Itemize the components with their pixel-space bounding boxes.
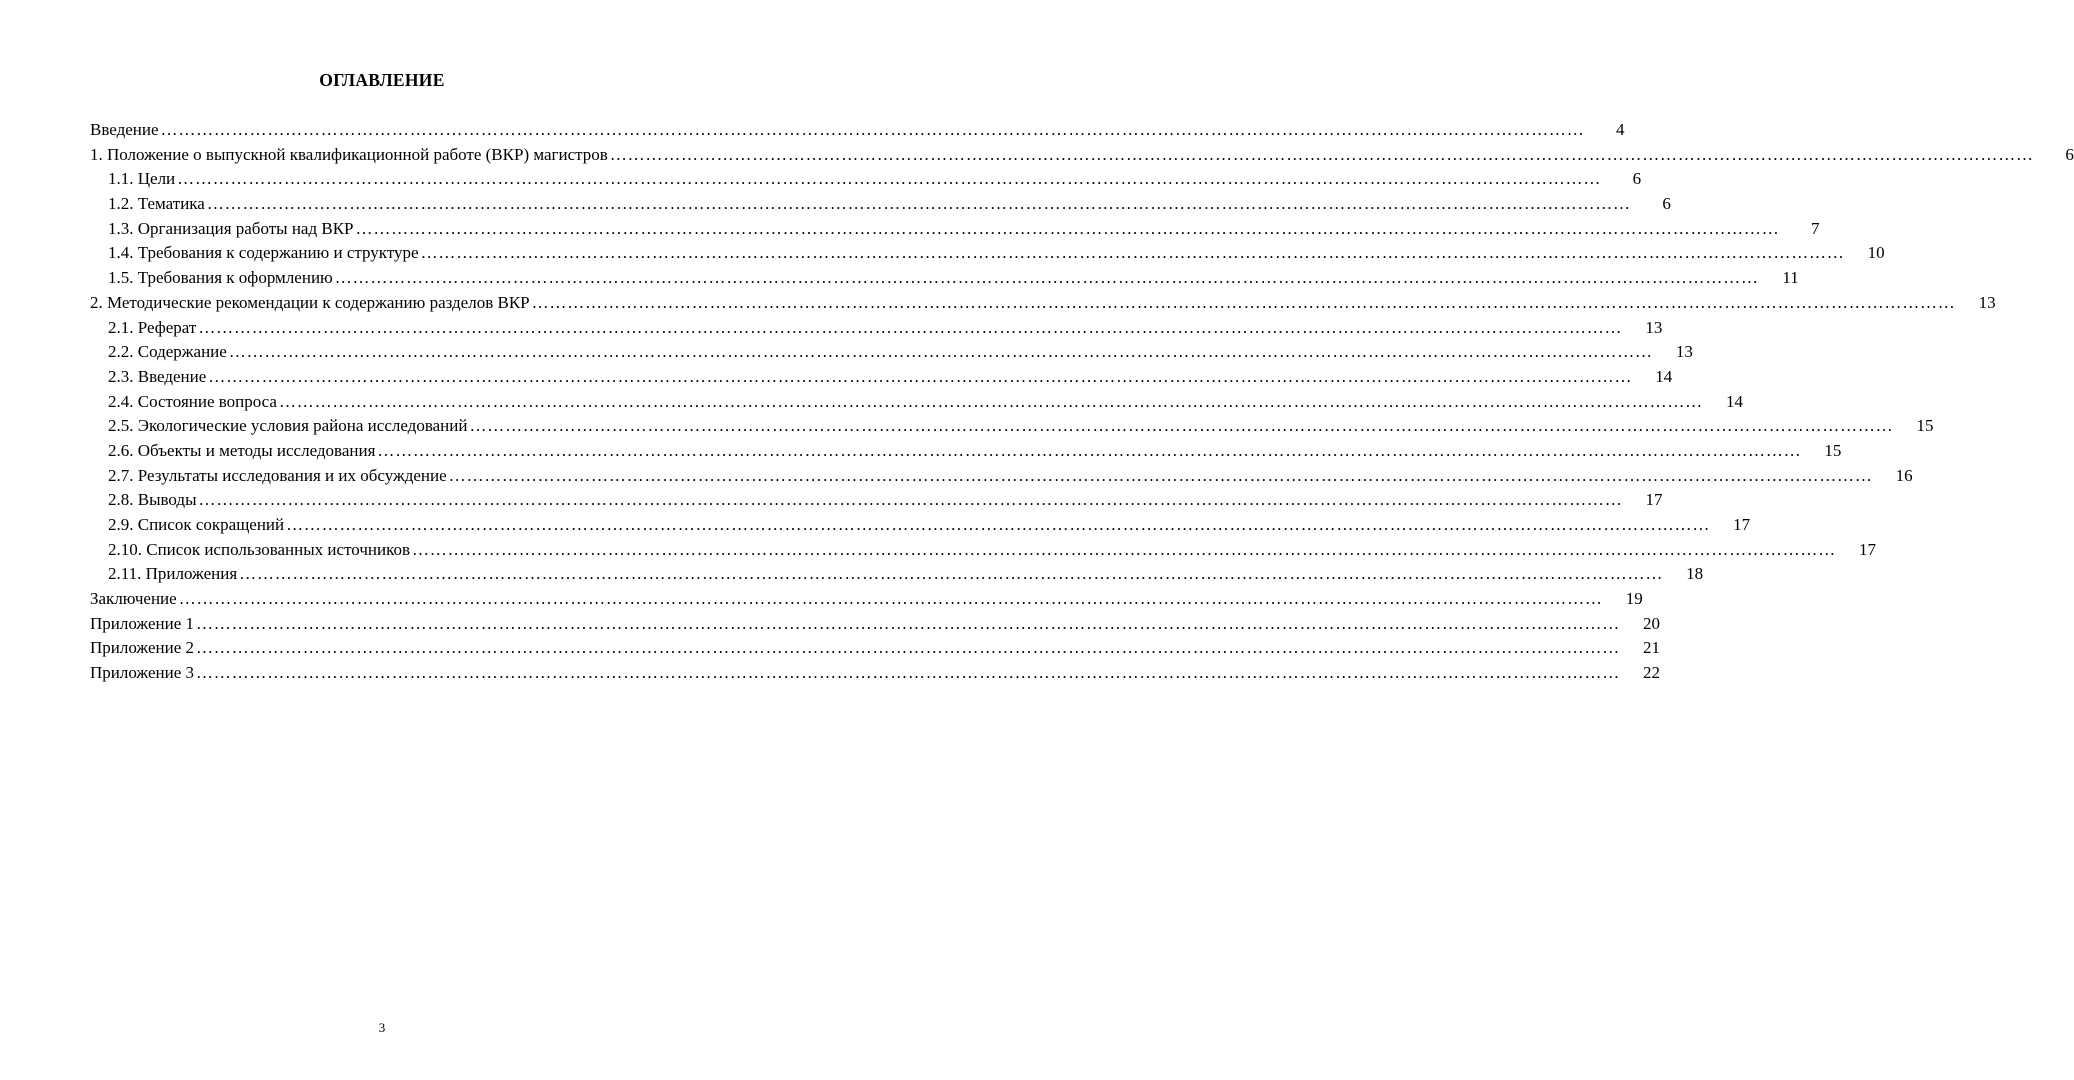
toc-entry-page: 7 [1811,218,1820,238]
toc-entry-label: 1.5. Требования к оформлению [108,268,333,288]
toc-entry-label: 1.3. Организация работы над ВКР [108,218,354,238]
toc-entry-page: 21 [1643,638,1660,658]
toc-entry-label: 2.6. Объекты и методы исследования [108,440,376,460]
toc-dot-leader: …………………………………………………………………………………………………………………………………………………………………………………………………………………… [196,638,1620,658]
toc-entry-label: 2.9. Список сокращений [108,515,285,534]
page-number: 3 [378,1020,386,1035]
toc-entry-intro [90,120,1625,145]
toc-entry-page: 14 [1655,366,1673,386]
toc-entry-page: 4 [1616,120,1625,139]
toc-entry-label: 1.1. Цели [108,169,176,189]
toc-entry-2-4 [90,391,1743,417]
toc-entry-label: Введение [90,120,159,139]
toc-title: ОГЛАВЛЕНИЕ [319,70,445,90]
toc-dot-leader: …………………………………………………………………………………………………………………………………………………………………………………………………………………… [206,194,1631,214]
toc-dot-leader: …………………………………………………………………………………………………………………………………………………………………………………………………………………… [178,589,1603,609]
toc-entry-1-3 [90,218,1820,244]
toc-entry-1-4 [90,243,1885,268]
toc-entry-page: 6 [1632,169,1642,189]
toc-entry-section-1 [90,144,2074,170]
toc-entry-appendix-3 [90,663,1660,688]
toc-entry-label: 2.7. Результаты исследования и их обсуждение [108,465,447,485]
toc-dot-leader: …………………………………………………………………………………………………………………………………………………………………………………………………………………… [278,391,1703,411]
toc-entry-label: Приложение 3 [90,663,194,683]
toc-entry-2-2 [90,342,1693,367]
toc-entry-label: 2.8. Выводы [108,490,197,510]
toc-entry-page: 17 [1645,490,1663,510]
toc-entry-2-9 [90,515,1751,540]
toc-entry-2-6 [90,440,1842,466]
toc-dot-leader: …………………………………………………………………………………………………………………………………………………………………………………………………………………… [198,317,1623,337]
toc-entry-page: 13 [1675,342,1693,362]
toc-entry-1-2 [90,194,1671,219]
toc-dot-leader: …………………………………………………………………………………………………………………………………………………………………………………………………………………… [412,539,1836,559]
toc-entry-label: Приложение 1 [90,613,194,633]
toc-entry-page: 14 [1725,391,1743,411]
toc-entry-page: 15 [1916,416,1934,436]
toc-dot-leader: …………………………………………………………………………………………………………………………………………………………………………………………………………………… [196,663,1620,683]
toc-dot-leader: …………………………………………………………………………………………………………………………………………………………………………………………………………………… [377,440,1802,460]
toc-entry-label: 2.2. Содержание [108,342,227,362]
toc-entry-page: 22 [1643,663,1660,683]
toc-dot-leader: …………………………………………………………………………………………………………………………………………………………………………………………………………………… [286,515,1711,534]
toc-entry-1-1 [90,169,1642,194]
toc-entry-label: 2.1. Реферат [108,317,197,337]
toc-entry-2-5 [90,416,1934,441]
toc-entry-label: Приложение 2 [90,638,194,658]
toc-entry-label: 2. Методические рекомендации к содержанию разделов ВКР [90,292,530,312]
toc-entry-2-10 [90,539,1876,565]
toc-entry-page: 18 [1686,564,1704,584]
toc-entry-label: 2.11. Приложения [108,564,238,584]
toc-entry-label: 2.3. Введение [108,366,207,386]
toc-dot-leader: …………………………………………………………………………………………………………………………………………………………………………………………………………………… [334,268,1759,288]
toc-entry-conclusion [90,589,1643,614]
toc-dot-leader: …………………………………………………………………………………………………………………………………………………………………………………………………………………… [239,564,1664,584]
toc-entry-page: 15 [1824,440,1842,460]
toc-entry-page: 11 [1782,268,1799,288]
toc-entry-2-7 [90,465,1913,491]
toc-entry-page: 6 [1662,194,1671,214]
toc-entry-page: 19 [1625,589,1643,609]
toc-entry-label: 2.4. Состояние вопроса [108,391,277,411]
toc-entry-appendix-1 [90,613,1660,639]
toc-dot-leader: …………………………………………………………………………………………………………………………………………………………………………………………………………………… [531,292,1956,312]
table-of-contents [90,120,2074,688]
toc-dot-leader: …………………………………………………………………………………………………………………………………………………………………………………………………………………… [355,218,1780,238]
toc-dot-leader: …………………………………………………………………………………………………………………………………………………………………………………………………………………… [160,120,1585,139]
toc-entry-label: Заключение [90,589,177,609]
toc-entry-page: 6 [2065,144,2074,164]
toc-dot-leader: …………………………………………………………………………………………………………………………………………………………………………………………………………………… [208,366,1633,386]
toc-entry-page: 17 [1859,539,1876,559]
toc-entry-page: 13 [1645,317,1663,337]
toc-entry-label: 1.4. Требования к содержанию и структуре [108,243,419,263]
toc-entry-page: 17 [1733,515,1751,534]
toc-entry-2-11 [90,564,1704,589]
toc-entry-page: 13 [1978,292,1996,312]
toc-dot-leader: …………………………………………………………………………………………………………………………………………………………………………………………………………………… [609,144,2034,164]
toc-entry-page: 16 [1895,465,1913,485]
toc-dot-leader: …………………………………………………………………………………………………………………………………………………………………………………………………………………… [420,243,1845,263]
toc-entry-label: 2.5. Экологические условия района исследований [108,416,468,436]
toc-dot-leader: …………………………………………………………………………………………………………………………………………………………………………………………………………………… [228,342,1653,362]
toc-entry-label: 1.2. Тематика [108,194,205,214]
toc-dot-leader: …………………………………………………………………………………………………………………………………………………………………………………………………………………… [198,490,1623,510]
toc-entry-appendix-2 [90,638,1660,663]
toc-entry-label: 1. Положение о выпускной квалификационной работе (ВКР) магистров [90,144,608,164]
toc-dot-leader: …………………………………………………………………………………………………………………………………………………………………………………………………………………… [469,416,1894,436]
toc-entry-section-2 [90,292,1996,318]
toc-entry-page: 10 [1867,243,1885,263]
toc-entry-2-3 [90,366,1673,392]
toc-dot-leader: …………………………………………………………………………………………………………………………………………………………………………………………………………………… [196,613,1620,633]
toc-entry-2-1 [90,317,1663,343]
toc-entry-1-5 [90,268,1799,293]
toc-entry-2-8 [90,490,1663,515]
toc-entry-label: 2.10. Список использованных источников [108,539,410,559]
toc-entry-page: 20 [1643,613,1660,633]
toc-dot-leader: …………………………………………………………………………………………………………………………………………………………………………………………………………………… [448,465,1873,485]
toc-dot-leader: …………………………………………………………………………………………………………………………………………………………………………………………………………………… [177,169,1602,189]
